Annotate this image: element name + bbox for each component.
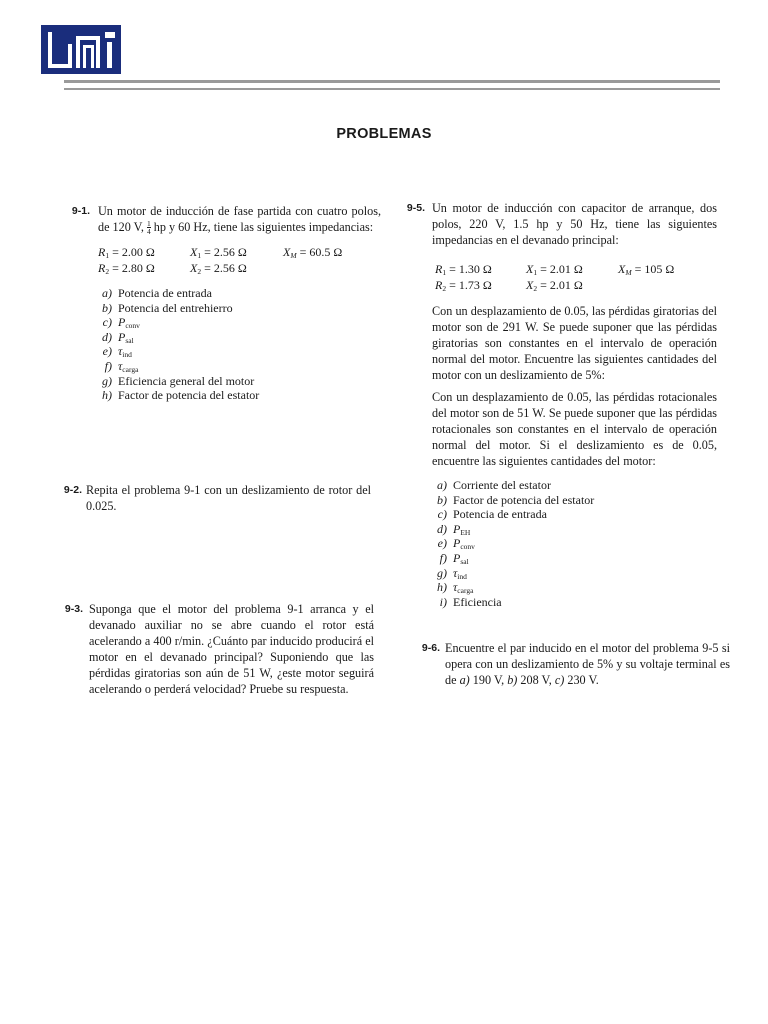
list-item: d) $P_{EH}$ <box>437 521 471 537</box>
list-item: g) $\tau_{ind}$ <box>437 565 467 581</box>
problem-paragraph-1: Con un desplazamiento de 0.05, las pérdidas giratorias del motor son de 291 W. Se puede suponer que las pérdidas giratorias son constantes en el intervalo de operación normal del motor. Encuentre las siguientes cantidades del motor con un deslizamiento de 5%: <box>432 304 717 382</box>
xm-value: $X_M = 105$ Ω <box>618 262 675 277</box>
problem-text-part: hp y 60 Hz, tiene las siguientes impedancias: <box>150 220 374 234</box>
xm-value: $X_M = 60.5$ Ω <box>283 245 343 260</box>
problem-number: 9-2. <box>63 484 82 496</box>
problem-text <box>98 203 381 235</box>
list-item: g) Eficiencia general del motor <box>102 373 255 388</box>
x2-value: $X_2 = 2.01$ Ω <box>526 278 583 293</box>
r2-value: $R_2 = 2.80$ Ω <box>98 261 155 276</box>
problem-number: 9-1. <box>71 205 90 217</box>
list-item: e) $\tau_{ind}$ <box>102 344 132 360</box>
option-letter: a) <box>459 673 470 687</box>
x2-value: $X_2 = 2.56$ Ω <box>190 261 247 276</box>
list-item: a) Potencia de entrada <box>102 286 212 300</box>
r1-value: $R_1 = 1.30$ Ω <box>435 262 492 277</box>
list-item: h) Factor de potencia del estator <box>102 388 260 403</box>
x1-value: $X_1 = 2.01$ Ω <box>526 262 583 277</box>
problem-9-2 <box>63 482 371 514</box>
problem-text: Un motor de inducción con capacitor de arranque, dos polos, 220 V, 1.5 hp y 50 Hz, tiene las siguientes impedancias en el devanado principal: <box>432 201 717 247</box>
fraction-denominator: 4 <box>146 227 151 236</box>
problem-9-6 <box>421 640 730 688</box>
problem-text-part: Un motor de inducción de fase partida con cuatro polos, de 120 V, <box>98 204 381 234</box>
option-letter: c) <box>554 673 565 687</box>
problem-paragraph-2: Con un desplazamiento de 0.05, las pérdidas rotacionales del motor son de 51 W. Se puede suponer que las pérdidas rotacionales son constantes en el intervalo de operación normal del motor. Si el deslizamiento es de 0.05, encuentre las siguientes cantidades del motor: <box>432 390 717 468</box>
problem-text <box>445 640 730 688</box>
problem-9-3 <box>64 601 374 697</box>
impedance-row-1 <box>435 261 717 277</box>
r1-value: $R_1 = 2.00$ Ω <box>98 245 155 260</box>
list-item: i) Eficiencia <box>439 594 502 609</box>
list-item: c) $P_{conv}$ <box>102 315 140 331</box>
list-item: f) $\tau_{carga}$ <box>104 358 139 374</box>
impedance-row-2 <box>98 260 381 276</box>
list-item: h) $\tau_{carga}$ <box>437 580 474 596</box>
list-item: d) $P_{sal}$ <box>102 329 134 345</box>
problem-9-1-list <box>102 286 381 403</box>
problem-text-part: Encuentre el par inducido en el motor del problema 9-5 si opera con un deslizamiento de 5% y su voltaje terminal es de <box>445 641 730 687</box>
uni-logo <box>41 25 121 74</box>
problem-number: 9-5. <box>406 202 425 214</box>
option-value: 230 V. <box>564 673 599 687</box>
x1-value: $X_1 = 2.56$ Ω <box>190 245 247 260</box>
header-rule-top <box>64 80 720 83</box>
list-item: c) Potencia de entrada <box>437 507 547 522</box>
r2-value: $R_2 = 1.73$ Ω <box>435 278 492 293</box>
page-title: PROBLEMAS <box>336 126 432 142</box>
list-item: f) $P_{sal}$ <box>439 550 469 566</box>
problem-number: 9-3. <box>64 603 83 615</box>
impedance-row-1 <box>98 244 381 260</box>
problem-9-5-list <box>437 478 717 609</box>
uni-logo-graphic <box>41 25 121 74</box>
impedance-row-2 <box>435 277 717 293</box>
problem-text: Repita el problema 9-1 con un deslizamiento de rotor del 0.025. <box>86 483 371 513</box>
option-letter: b) <box>507 673 518 687</box>
problem-number: 9-6. <box>421 642 440 654</box>
header-rule-bottom <box>64 88 720 90</box>
problem-9-5 <box>406 200 717 609</box>
problem-9-1 <box>71 203 381 403</box>
header-rules <box>64 80 720 90</box>
fraction-numerator: 1 <box>146 219 151 228</box>
list-item: a) Corriente del estator <box>437 478 551 492</box>
option-value: 208 V, <box>517 673 555 687</box>
list-item: b) Factor de potencia del estator <box>437 492 595 507</box>
problem-text: Suponga que el motor del problema 9-1 arranca y el devanado auxiliar no se abre cuando el rotor está acelerando a 400 r/min. ¿Cuánto par inducido producirá el motor en el devanado principal? Suponiendo que las pérdidas giratorias son aún de 51 W, ¿este motor seguirá acelerando o perderá velocidad? Pruebe su respuesta. <box>89 602 374 696</box>
list-item: b) Potencia del entrehierro <box>102 300 233 315</box>
list-item: e) $P_{conv}$ <box>437 536 475 552</box>
option-value: 190 V, <box>469 673 508 687</box>
